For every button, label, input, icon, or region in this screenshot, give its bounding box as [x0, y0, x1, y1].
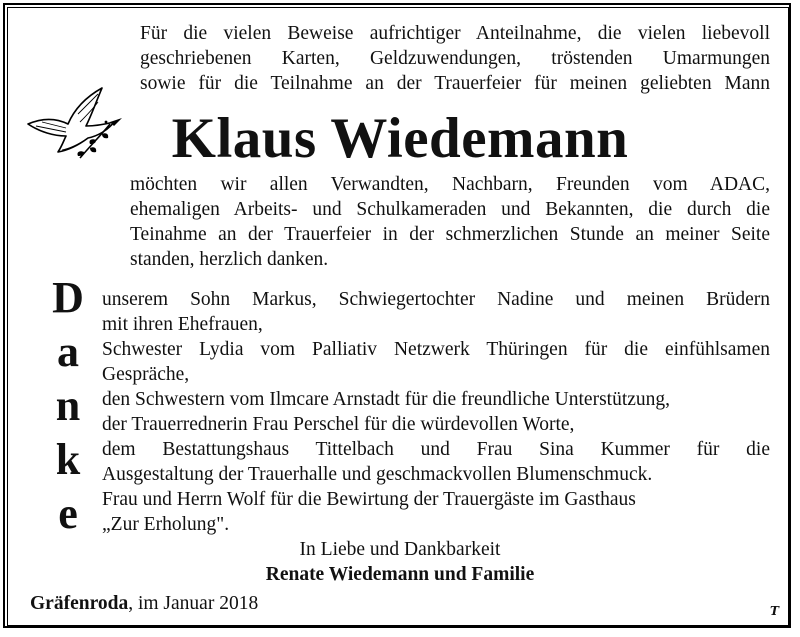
danke-letter: k: [55, 435, 81, 484]
middle-line: ehemaligen Arbeits- und Schulkameraden und Bekannten, die durch die: [130, 199, 770, 220]
middle-line: standen, herzlich danken.: [130, 249, 329, 270]
thanks-line: dem Bestattungshaus Tittelbach und Frau Sina Kummer für die: [102, 439, 770, 460]
thanks-line: Gespräche,: [102, 364, 190, 385]
thanks-line: der Trauerrednerin Frau Perschel für die würdevollen Worte,: [102, 414, 575, 435]
danke-letter: n: [55, 381, 81, 430]
deceased-name: Klaus Wiedemann: [171, 107, 629, 170]
thanks-line: unserem Sohn Markus, Schwiegertochter Nadine und meinen Brüdern: [102, 289, 770, 310]
signature: Renate Wiedemann und Familie: [265, 564, 535, 585]
danke-letter: D: [52, 273, 84, 322]
thanks-line: mit ihren Ehefrauen,: [102, 314, 263, 335]
danke-letter: e: [58, 489, 78, 538]
place-date: [30, 591, 258, 616]
closing-phrase: In Liebe und Dankbarkeit: [299, 539, 501, 560]
intro-line: sowie für die Teilnahme an der Trauerfeier für meinen geliebten Mann: [140, 73, 770, 94]
thanks-line: Schwester Lydia vom Palliativ Netzwerk Thüringen für die einfühlsamen: [102, 339, 770, 360]
middle-line: möchten wir allen Verwandten, Nachbarn, Freunden vom ADAC,: [130, 174, 770, 195]
intro-line: Für die vielen Beweise aufrichtiger Anteilnahme, die vielen liebevoll: [140, 23, 770, 44]
intro-line: geschriebenen Karten, Geldzuwendungen, tröstenden Umarmungen: [140, 48, 770, 69]
place-name: Gräfenroda: [30, 593, 129, 614]
thanks-line: Ausgestaltung der Trauerhalle und geschmackvollen Blumenschmuck.: [102, 464, 653, 485]
date-text: , im Januar 2018: [128, 593, 259, 614]
thanks-line: den Schwestern vom Ilmcare Arnstadt für die freundliche Unterstützung,: [102, 389, 671, 410]
thanks-line: „Zur Erholung".: [102, 514, 230, 535]
danke-letter: a: [57, 327, 79, 376]
thanks-line: Frau und Herrn Wolf für die Bewirtung der Trauergäste im Gasthaus: [102, 489, 636, 510]
middle-line: Teinahme an der Trauerfeier in der schmerzlichen Stunde an meiner Seite: [130, 224, 770, 245]
publisher-mark: T: [770, 604, 779, 618]
